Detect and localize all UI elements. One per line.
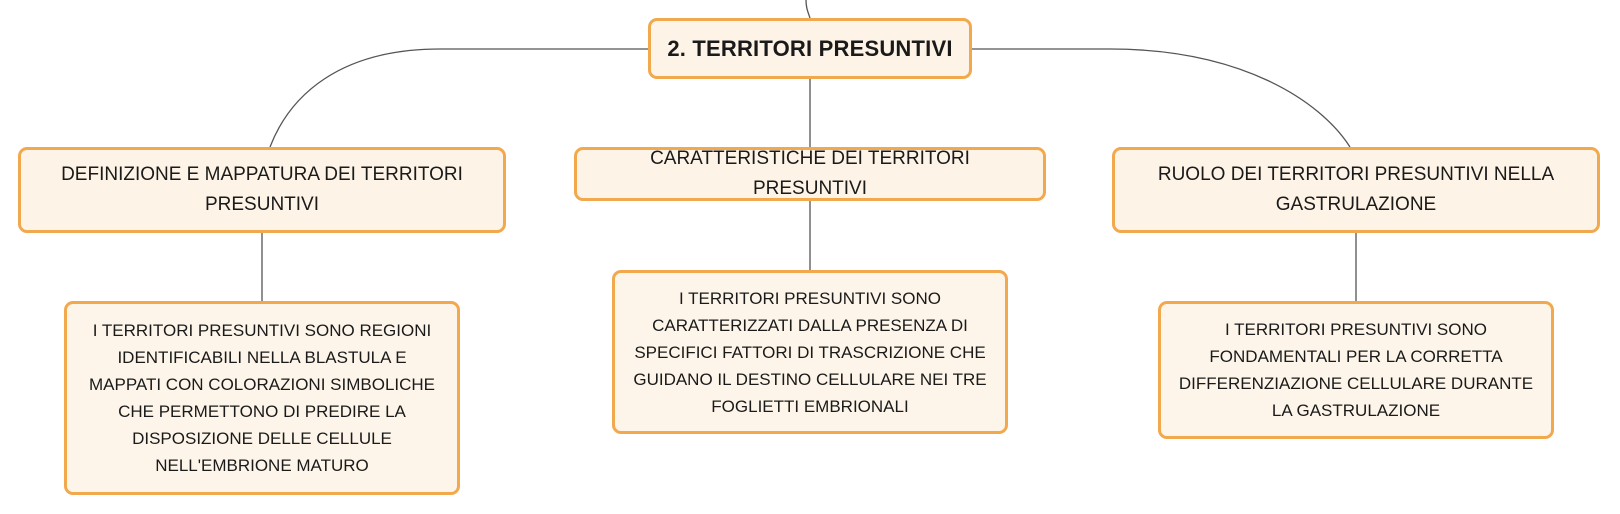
detail-node-definizione[interactable]: [64, 301, 460, 495]
connector-parent-to-root: [806, 0, 810, 18]
root-topic-node[interactable]: [648, 18, 972, 79]
connector-root-to-right: [972, 49, 1350, 147]
detail-node-caratteristiche[interactable]: [612, 270, 1008, 434]
subtopic-label: CARATTERISTICHE DEI TERRITORI PRESUNTIVI: [650, 148, 970, 199]
detail-text: I TERRITORI PRESUNTIVI SONO FONDAMENTALI PER LA CORRETTA DIFFERENZIAZIONE CELLULARE DURANTE LA GASTRULAZIONE: [1178, 320, 1534, 420]
subtopic-label: DEFINIZIONE E MAPPATURA DEI TERRITORI PRESUNTIVI: [61, 164, 463, 215]
detail-text: I TERRITORI PRESUNTIVI SONO CARATTERIZZATI DALLA PRESENZA DI SPECIFICI FATTORI DI TRASCRIZIONE CHE GUIDANO IL DESTINO CELLULARE NEI TRE FOGLIETTI EMBRIONALI: [633, 288, 987, 416]
root-topic-label: 2. TERRITORI PRESUNTIVI: [667, 35, 953, 61]
subtopic-node-ruolo[interactable]: [1112, 147, 1600, 233]
subtopic-node-definizione[interactable]: [18, 147, 506, 233]
detail-text: I TERRITORI PRESUNTIVI SONO REGIONI IDENTIFICABILI NELLA BLASTULA E MAPPATI CON COLORAZIONI SIMBOLICHE CHE PERMETTONO DI PREDIRE LA DISPOSIZIONE DELLE CELLULE NELL'EMBRIONE MATURO: [88, 321, 436, 475]
subtopic-label: RUOLO DEI TERRITORI PRESUNTIVI NELLA GASTRULAZIONE: [1157, 164, 1555, 215]
connector-root-to-left: [270, 49, 648, 147]
detail-node-ruolo[interactable]: [1158, 301, 1554, 439]
subtopic-node-caratteristiche[interactable]: [574, 147, 1046, 201]
